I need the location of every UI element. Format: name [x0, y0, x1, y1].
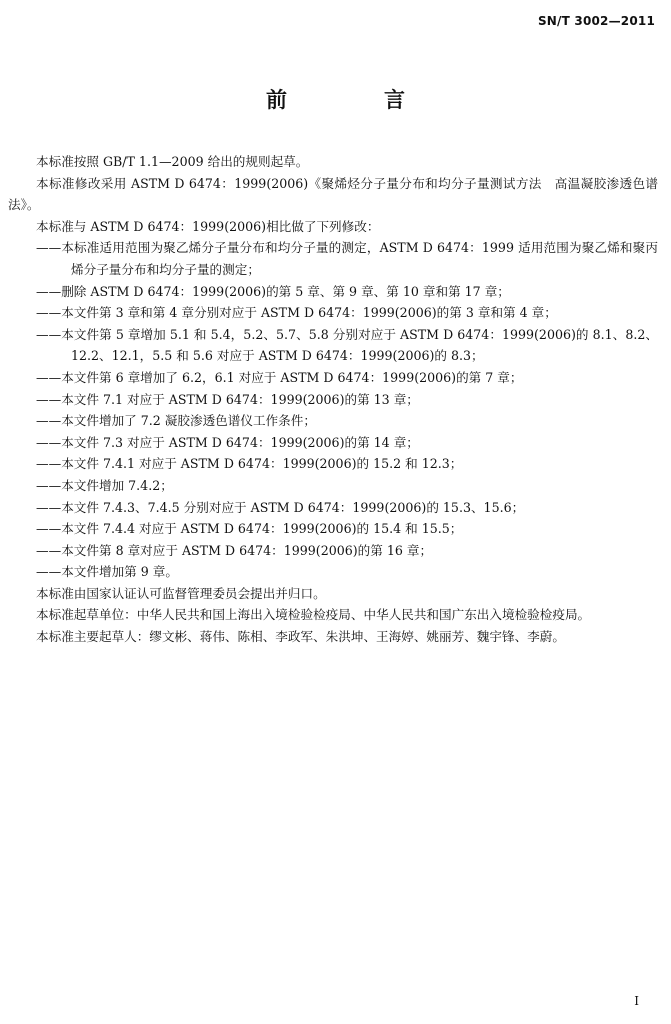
paragraph-modifications-intro: 本标准与 ASTM D 6474：1999(2006)相比做了下列修改： [36, 218, 380, 234]
list-item: ——本文件 7.4.3、7.4.5 分别对应于 ASTM D 6474：1999(2006)的 15.3、15.6； [36, 499, 525, 515]
paragraph-drafting-rules: 本标准按照 GB/T 1.1—2009 给出的规则起草。 [36, 154, 309, 169]
list-item: ——本文件增加第 9 章。 [36, 564, 178, 580]
list-item: ——本文件第 8 章对应于 ASTM D 6474：1999(2006)的第 16 章； [36, 542, 433, 558]
list-item: ——本文件 7.3 对应于 ASTM D 6474：1999(2006)的第 14 章； [36, 434, 419, 450]
list-item: ——本文件第 3 章和第 4 章分别对应于 ASTM D 6474：1999(2006)的第 3 章和第 4 章； [36, 305, 557, 321]
list-item: ——本文件 7.4.1 对应于 ASTM D 6474：1999(2006)的 15.2 和 12.3； [36, 456, 463, 472]
paragraph-proposer: 本标准由国家认证认可监督管理委员会提出并归口。 [36, 585, 326, 601]
list-item: ——删除 ASTM D 6474：1999(2006)的第 5 章、第 9 章、第 10 章和第 17 章； [36, 283, 510, 299]
list-item: ——本文件 7.1 对应于 ASTM D 6474：1999(2006)的第 13 章； [36, 391, 419, 407]
list-item: ——本文件增加 7.4.2； [36, 477, 173, 493]
list-item: ——本文件增加了 7.2 凝胶渗透色谱仪工作条件； [36, 413, 316, 429]
paragraph-adoption: 本标准修改采用 ASTM D 6474：1999(2006)《聚烯烃分子量分布和均分子量测试方法 高温凝胶渗透色谱法》。 [8, 175, 658, 213]
document-code: SN/T 3002—2011 [537, 14, 655, 28]
list-item: ——本文件 7.4.4 对应于 ASTM D 6474：1999(2006)的 15.4 和 15.5； [36, 521, 463, 537]
paragraph-drafters: 本标准主要起草人：缪文彬、蒋伟、陈相、李政军、朱洪坤、王海婷、姚丽芳、魏宇锋、李蔚。 [36, 629, 565, 645]
list-item: ——本文件第 6 章增加了 6.2，6.1 对应于 ASTM D 6474：1999(2006)的第 7 章； [36, 369, 523, 385]
paragraph-drafting-units: 本标准起草单位：中华人民共和国上海出入境检验检疫局、中华人民共和国广东出入境检验检疫局。 [36, 607, 591, 623]
list-item: ——本标准适用范围为聚乙烯分子量分布和均分子量的测定，ASTM D 6474：1999 适用范围为聚乙烯和聚丙烯分子量分布和均分子量的测定； [36, 240, 658, 277]
list-item: ——本文件第 5 章增加 5.1 和 5.4，5.2、5.7、5.8 分别对应于 ASTM D 6474：1999(2006)的 8.1、8.2、12.2、12.1，5.5 和 5.6 对应于 ASTM D 6474：1999(2006)的 8.3； [36, 326, 658, 364]
document-body [8, 151, 658, 648]
modification-list [8, 237, 658, 583]
page-number: I [634, 994, 639, 1008]
page-title: 前 言 [266, 88, 443, 112]
